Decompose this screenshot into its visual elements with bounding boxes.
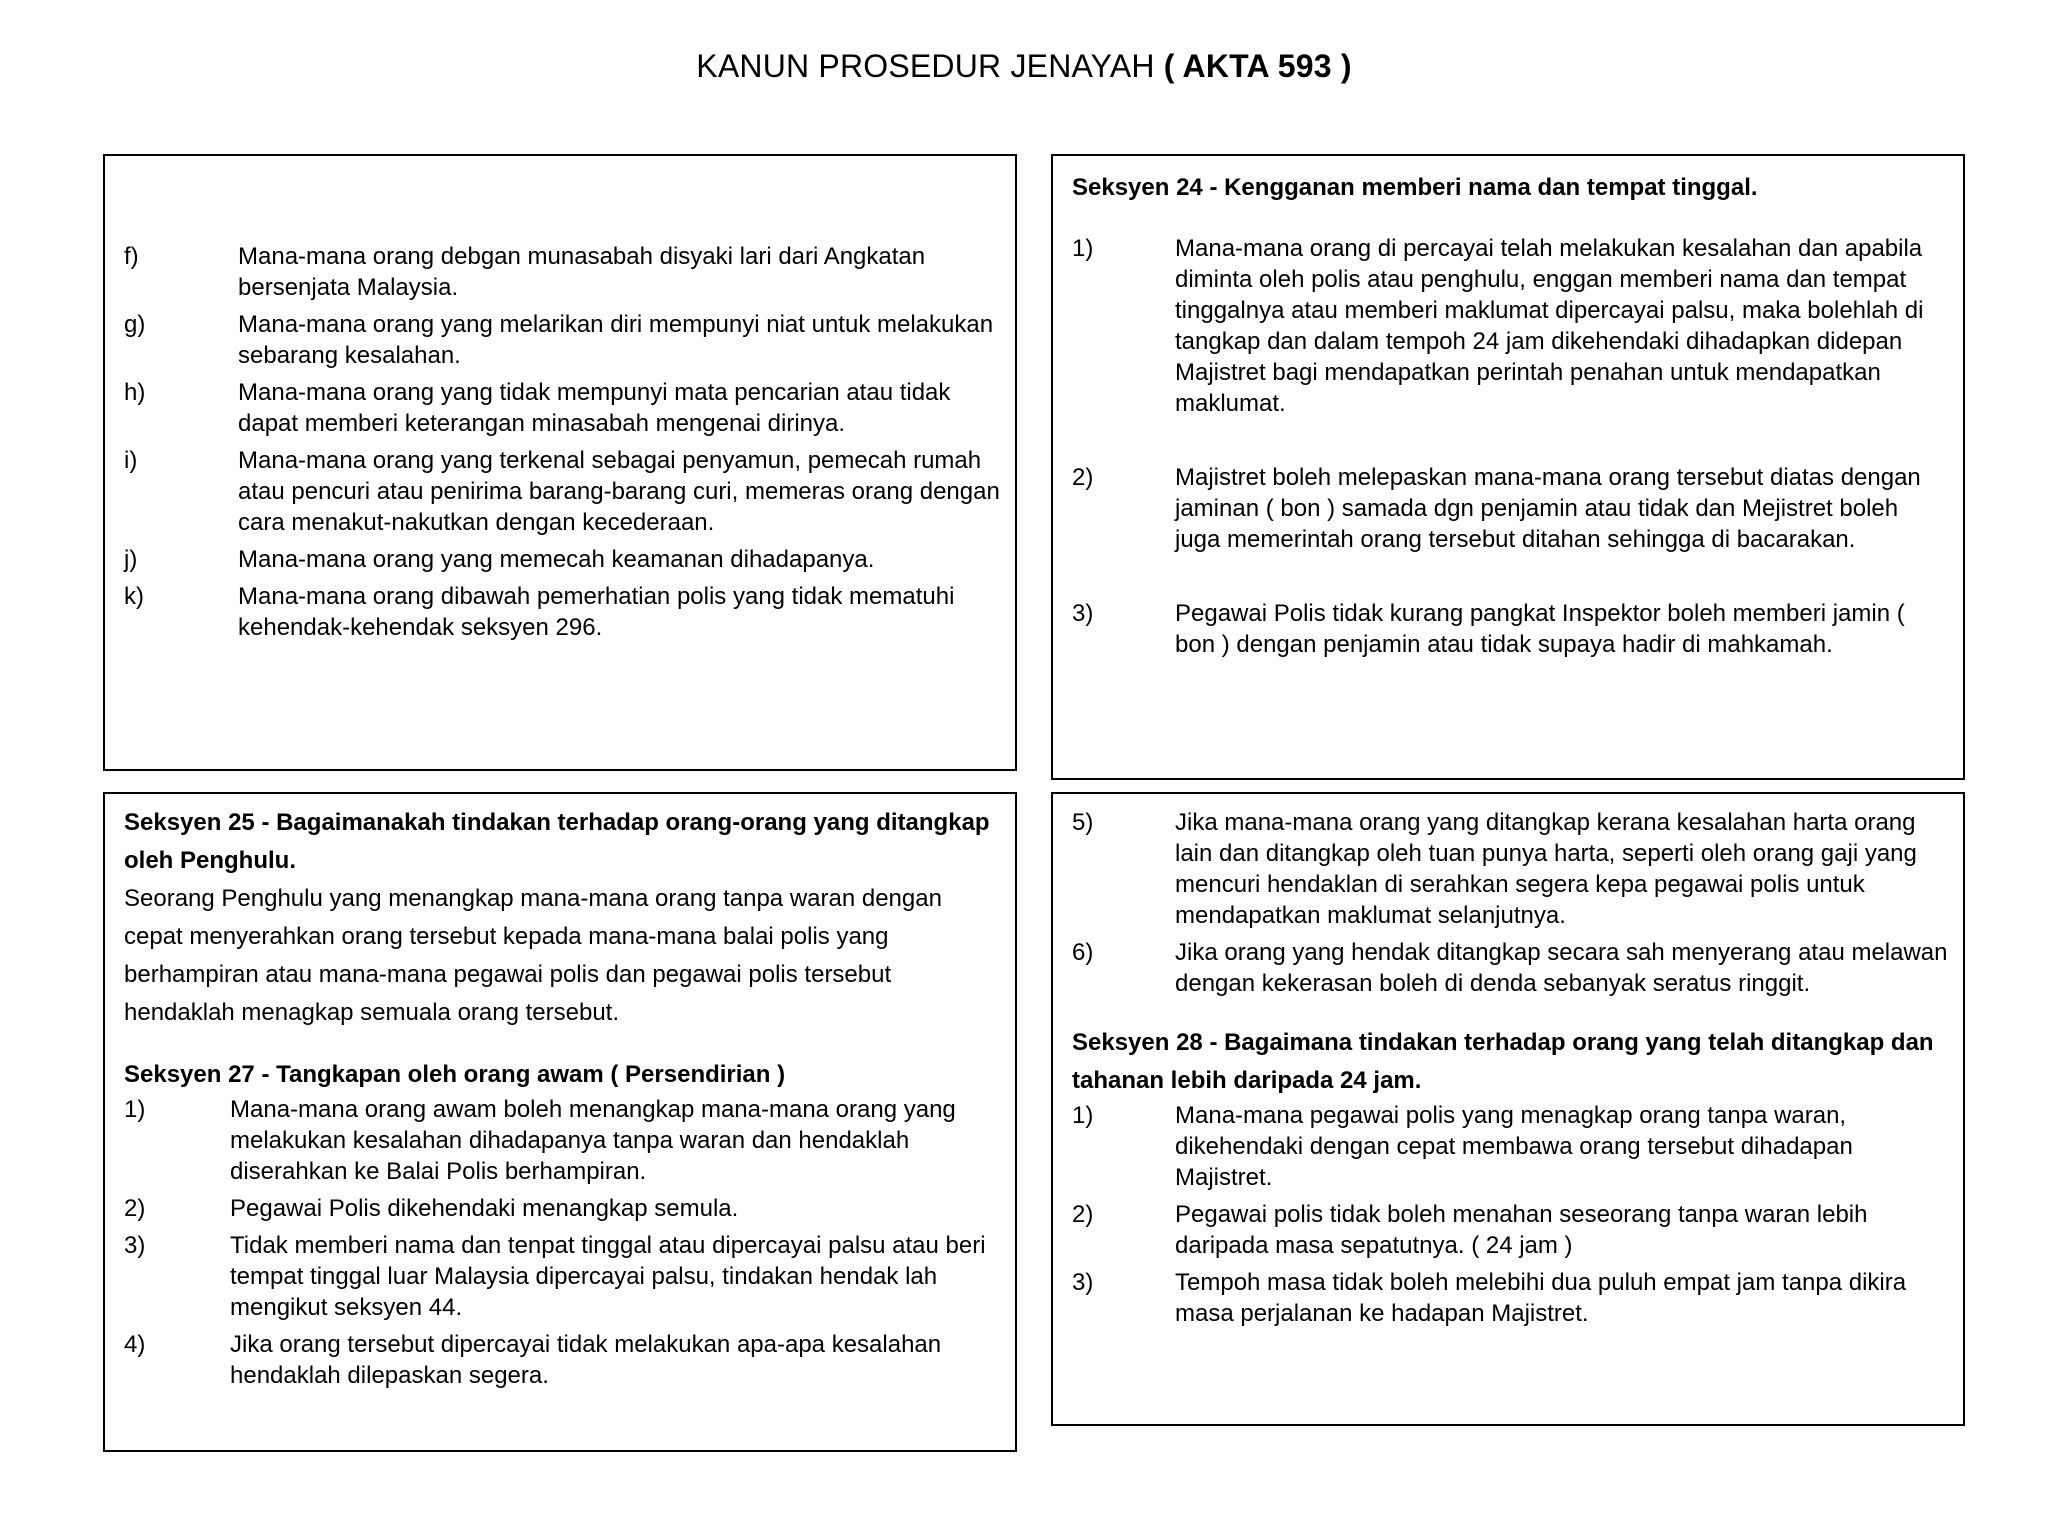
list-text: Majistret boleh melepaskan mana-mana orang tersebut diatas dengan jaminan ( bon ) samada dgn penjamin atau tidak dan Mejistret boleh juga memerintah orang tersebut ditahan sehingga di bacarakan. <box>1175 464 1921 553</box>
list-item <box>1072 598 1949 660</box>
panel-seksyen-24 <box>1051 154 1965 780</box>
panel-arrest-grounds-content <box>124 241 1001 649</box>
list-marker: 1) <box>1072 235 1094 262</box>
page-title-main: KANUN PROSEDUR JENAYAH <box>696 48 1155 84</box>
list-marker: 1) <box>124 1096 146 1123</box>
list-text: Mana-mana orang yang memecah keamanan dihadapanya. <box>238 546 875 573</box>
panel-seksyen-24-content <box>1072 169 1949 703</box>
panel-seksyen-25-27-content <box>124 804 1001 1397</box>
list-text: Pegawai polis tidak boleh menahan seseorang tanpa waran lebih daripada masa sepatutnya. ( 24 jam ) <box>1175 1201 1868 1259</box>
section-heading: Seksyen 28 - Bagaimana tindakan terhadap orang yang telah ditangkap dan tahanan lebih daripada 24 jam. <box>1072 1029 1934 1094</box>
list-item <box>1072 937 1949 999</box>
list-item <box>124 445 1001 538</box>
list-item <box>124 544 1001 575</box>
list-marker: 1) <box>1072 1102 1094 1129</box>
list-marker: 3) <box>1072 1269 1094 1296</box>
list-marker: 5) <box>1072 809 1094 836</box>
list-item <box>1072 1267 1949 1329</box>
list-marker: j) <box>124 546 138 573</box>
panel-seksyen-28 <box>1051 792 1965 1426</box>
list-text: Mana-mana orang yang melarikan diri mempunyi niat untuk melakukan sebarang kesalahan. <box>238 311 994 369</box>
list-item <box>124 1193 1001 1224</box>
list-marker: 3) <box>1072 600 1094 627</box>
list-text: Tidak memberi nama dan tenpat tinggal atau dipercayai palsu atau beri tempat tinggal luar Malaysia dipercayai palsu, tindakan hendak lah mengikut seksyen 44. <box>230 1232 986 1321</box>
list-text: Mana-mana orang dibawah pemerhatian polis yang tidak mematuhi kehendak-kehendak seksyen 296. <box>238 583 955 641</box>
list-marker: 2) <box>1072 464 1094 491</box>
list-text: Mana-mana orang di percayai telah melakukan kesalahan dan apabila diminta oleh polis atau penghulu, enggan memberi nama dan tempat tinggalnya atau memberi maklumat dipercayai palsu, maka bolehlah di tangkap dan dalam tempoh 24 jam dikehendaki dihadapkan didepan Majistret bagi mendapatkan perintah penahan untuk mendapatkan maklumat. <box>1175 235 1924 417</box>
list-marker: i) <box>124 447 138 474</box>
list-item <box>124 1230 1001 1323</box>
list-item <box>124 377 1001 439</box>
list-item <box>1072 1100 1949 1193</box>
list-marker: 4) <box>124 1331 146 1358</box>
list-text: Jika mana-mana orang yang ditangkap kerana kesalahan harta orang lain dan ditangkap oleh tuan punya harta, seperti oleh orang gaji yang mencuri hendaklan di serahkan segera kepa pegawai polis untuk mendapatkan maklumat selanjutnya. <box>1175 809 1917 929</box>
list-marker: 6) <box>1072 939 1094 966</box>
list-marker: k) <box>124 583 144 610</box>
list-item <box>1072 807 1949 931</box>
panel-seksyen-25-27 <box>103 792 1017 1452</box>
list-marker: f) <box>124 243 139 270</box>
list-text: Mana-mana pegawai polis yang menagkap orang tanpa waran, dikehendaki dengan cepat membawa orang tersebut dihadapan Majistret. <box>1175 1102 1853 1191</box>
panel-seksyen-28-content <box>1072 807 1949 1335</box>
list-marker: h) <box>124 379 146 406</box>
page-title-act: ( AKTA 593 ) <box>1163 48 1352 84</box>
list-item <box>1072 1199 1949 1261</box>
list-text: Pegawai Polis tidak kurang pangkat Inspektor boleh memberi jamin ( bon ) dengan penjamin atau tidak supaya hadir di mahkamah. <box>1175 600 1905 658</box>
section-heading: Seksyen 24 - Kengganan memberi nama dan tempat tinggal. <box>1072 174 1758 201</box>
list-item <box>1072 233 1949 419</box>
list-marker: g) <box>124 311 146 338</box>
panel-arrest-grounds <box>103 154 1017 771</box>
list-item <box>124 1329 1001 1391</box>
list-text: Mana-mana orang yang tidak mempunyi mata pencarian atau tidak dapat memberi keterangan minasabah mengenai dirinya. <box>238 379 951 437</box>
section-paragraph: Seorang Penghulu yang menangkap mana-mana orang tanpa waran dengan cepat menyerahkan orang tersebut kepada mana-mana balai polis yang berhampiran atau mana-mana pegawai polis dan pegawai polis tersebut hendaklah menagkap semuala orang tersebut. <box>124 885 942 1026</box>
list-marker: 2) <box>124 1195 146 1222</box>
section-heading: Seksyen 25 - Bagaimanakah tindakan terhadap orang-orang yang ditangkap oleh Penghulu. <box>124 809 990 874</box>
list-text: Pegawai Polis dikehendaki menangkap semula. <box>230 1195 739 1222</box>
list-text: Jika orang yang hendak ditangkap secara sah menyerang atau melawan dengan kekerasan boleh di denda sebanyak seratus ringgit. <box>1175 939 1948 997</box>
list-marker: 2) <box>1072 1201 1094 1228</box>
list-text: Mana-mana orang debgan munasabah disyaki lari dari Angkatan bersenjata Malaysia. <box>238 243 926 301</box>
section-heading: Seksyen 27 - Tangkapan oleh orang awam ( Persendirian ) <box>124 1061 786 1088</box>
list-continued <box>1072 807 1949 999</box>
list-item <box>124 309 1001 371</box>
list-item <box>124 1094 1001 1187</box>
list-text: Jika orang tersebut dipercayai tidak melakukan apa-apa kesalahan hendaklah dilepaskan segera. <box>230 1331 942 1389</box>
list-item <box>124 241 1001 303</box>
list-text: Mana-mana orang awam boleh menangkap mana-mana orang yang melakukan kesalahan dihadapanya tanpa waran dan hendaklah diserahkan ke Balai Polis berhampiran. <box>230 1096 956 1185</box>
page-title <box>0 46 2048 86</box>
list-text: Tempoh masa tidak boleh melebihi dua puluh empat jam tanpa dikira masa perjalanan ke hadapan Majistret. <box>1175 1269 1907 1327</box>
list-marker: 3) <box>124 1232 146 1259</box>
list-item <box>1072 462 1949 555</box>
list-item <box>124 581 1001 643</box>
list-text: Mana-mana orang yang terkenal sebagai penyamun, pemecah rumah atau pencuri atau penirima barang-barang curi, memeras orang dengan cara menakut-nakutkan dengan kecederaan. <box>238 447 1000 536</box>
